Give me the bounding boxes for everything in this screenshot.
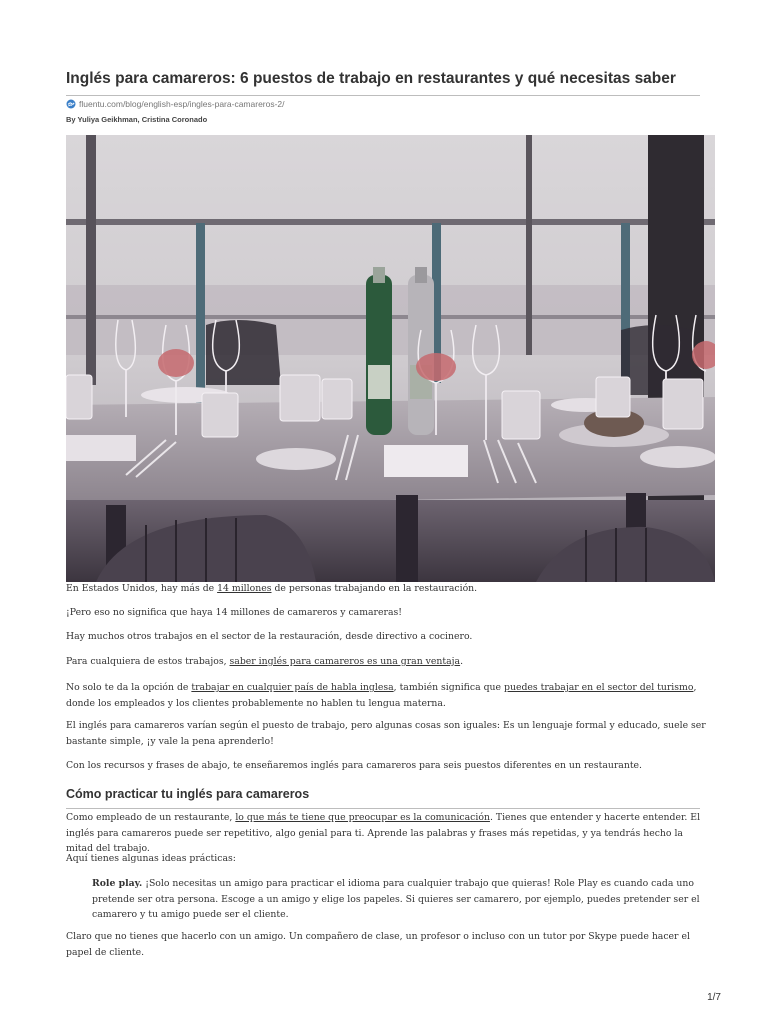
paragraph-11: Claro que no tienes que hacerlo con un amigo. Un compañero de clase, un profesor o incluso con un tutor por Skype puede hacer el papel de cliente.	[66, 931, 690, 958]
paragraph-2: ¡Pero eso no significa que haya 14 millones de camareros y camareras!	[66, 607, 402, 618]
byline: By Yuliya Geikhman, Cristina Coronado	[66, 115, 208, 124]
paragraph-9: Aquí tienes algunas ideas prácticas:	[66, 853, 236, 864]
role-play-label: Role play.	[92, 878, 143, 889]
link-14-millones[interactable]: 14 millones	[217, 583, 272, 594]
page-title: Inglés para camareros: 6 puestos de trabajo en restaurantes y qué necesitas saber	[66, 70, 676, 87]
paragraph-5: No solo te da la opción de trabajar en cualquier país de habla inglesa, también significa que puedes trabajar en el sector del turismo, donde los empleados y los clientes probablemente no hablen tu lengua materna.	[66, 682, 697, 709]
section-heading: Cómo practicar tu inglés para camareros	[66, 787, 310, 801]
paragraph-1: En Estados Unidos, hay más de 14 millones de personas trabajando en la restauración.	[66, 583, 478, 594]
link-sector-turismo[interactable]: puedes trabajar en el sector del turismo	[504, 682, 694, 693]
paragraph-7: Con los recursos y frases de abajo, te enseñaremos inglés para camareros para seis puestos diferentes en un restaurante.	[66, 760, 643, 771]
paragraph-8: Como empleado de un restaurante, lo que más te tiene que preocupar es la comunicación. Tienes que entender y hacerte entender. El inglés para camareros puede ser repetitivo, algo genial para ti. Aprende las palabras y frases más repetidas, y ya tendrás hecho la mitad del trabajo.	[66, 812, 701, 854]
heading-divider	[66, 808, 700, 809]
source-url-row	[66, 98, 285, 110]
title-divider	[66, 95, 700, 96]
link-icon	[66, 99, 76, 109]
paragraph-3: Hay muchos otros trabajos en el sector de la restauración, desde directivo a cocinero.	[66, 631, 473, 642]
page-number: 1/7	[707, 992, 721, 1003]
source-url[interactable]: fluentu.com/blog/english-esp/ingles-para-camareros-2/	[79, 99, 285, 109]
paragraph-6: El inglés para camareros varían según el puesto de trabajo, pero algunas cosas son iguales: Es un lenguaje formal y educado, suele ser bastante simple, ¡y vale la pena aprenderlo!	[66, 720, 706, 747]
role-play-item: Role play. ¡Solo necesitas un amigo para practicar el idioma para cualquier trabajo que quieras! Role Play es cuando cada uno pretende ser otra persona. Escoge a un amigo y elige los papeles. Si quieres ser camarero, por ejemplo, puedes pretender ser el camarero y tu amigo puede ser el cliente.	[92, 878, 700, 920]
hero-photo	[66, 135, 715, 582]
link-gran-ventaja[interactable]: saber inglés para camareros es una gran ventaja	[229, 656, 461, 667]
paragraph-4: Para cualquiera de estos trabajos, saber inglés para camareros es una gran ventaja.	[66, 656, 464, 667]
link-comunicacion[interactable]: lo que más te tiene que preocupar es la comunicación	[235, 812, 490, 823]
restaurant-table-image	[66, 135, 715, 582]
link-trabajar-pais-habla-inglesa[interactable]: trabajar en cualquier país de habla inglesa	[191, 682, 394, 693]
